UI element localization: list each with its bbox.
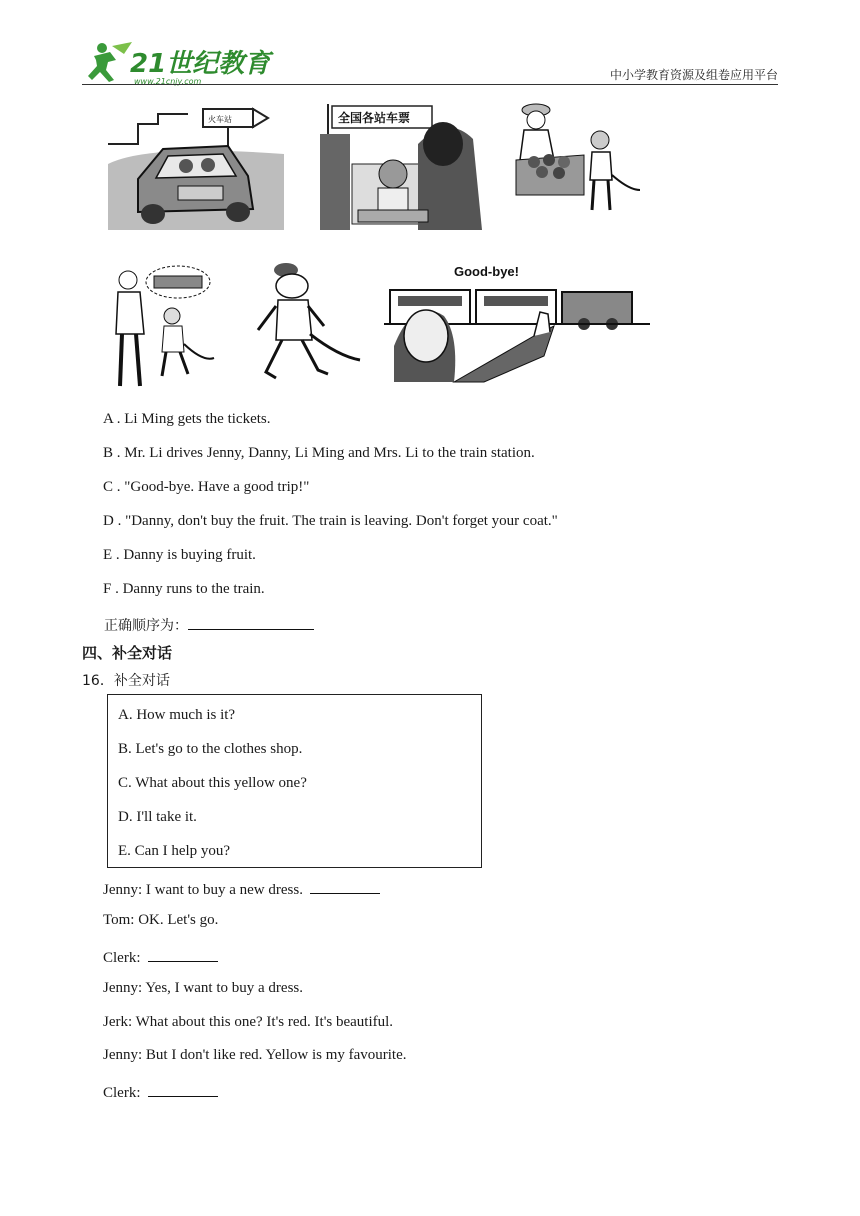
ordering-option-f: F . Danny runs to the train. [103,581,265,597]
options-box [107,694,482,868]
dialogue-blank[interactable] [310,878,380,894]
station-sign-text: 火车站 [208,115,232,124]
logo-text: 21世纪教育 [130,49,271,79]
dialogue-line: Jenny: But I don't like red. Yellow is my favourite. [103,1047,407,1063]
answer-blank[interactable] [188,614,314,630]
dialogue-blank[interactable] [148,946,218,962]
dialogue-line [103,878,380,899]
picture-ticket-office [318,104,482,230]
ordering-option-e: E . Danny is buying fruit. [103,547,256,563]
picture-running-to-train [252,260,362,388]
dialogue-line: Tom: OK. Let's go. [103,912,219,928]
picture-dont-buy-fruit [108,262,218,392]
box-option-a: A. How much is it? [118,707,236,723]
dialogue-text: Clerk: [103,950,141,966]
dialogue-text: Clerk: [103,1085,141,1101]
dialogue-line [103,1081,218,1102]
picture-goodbye-train [384,256,650,382]
dialogue-line [103,946,218,967]
question-number: 16． [82,673,114,689]
ordering-option-b: B . Mr. Li drives Jenny, Danny, Li Ming and Mrs. Li to the train station. [103,445,535,461]
logo [84,40,271,86]
ordering-option-d: D . "Danny, don't buy the fruit. The train is leaving. Don't forget your coat." [103,513,558,529]
dialogue-blank[interactable] [148,1081,218,1097]
question-text: 补全对话 [113,673,170,689]
header-divider [82,84,778,85]
ticket-sign-text: 全国各站车票 [338,111,411,125]
answer-line [104,614,314,635]
question-16 [82,670,170,690]
box-option-d: D. I'll take it. [118,809,197,825]
goodbye-text: Good-bye! [454,264,519,279]
dialogue-text: Jenny: I want to buy a new dress. [103,882,303,898]
logo-url: www.21cnjy.com [134,77,202,86]
box-option-e: E. Can I help you? [118,843,231,859]
site-tagline: 中小学教育资源及组卷应用平台 [609,68,778,82]
section-title: 四、补全对话 [82,644,173,662]
ordering-option-c: C . "Good-bye. Have a good trip!" [103,479,310,495]
box-option-c: C. What about this yellow one? [118,775,307,791]
ordering-option-a: A . Li Ming gets the tickets. [103,411,271,427]
answer-label: 正确顺序为： [104,618,188,634]
picture-buying-fruit [514,100,644,230]
box-option-b: B. Let's go to the clothes shop. [118,741,303,757]
dialogue-line: Jenny: Yes, I want to buy a dress. [103,980,303,996]
picture-car-to-station [108,104,284,230]
dialogue-line: Jerk: What about this one? It's red. It's beautiful. [103,1014,394,1030]
